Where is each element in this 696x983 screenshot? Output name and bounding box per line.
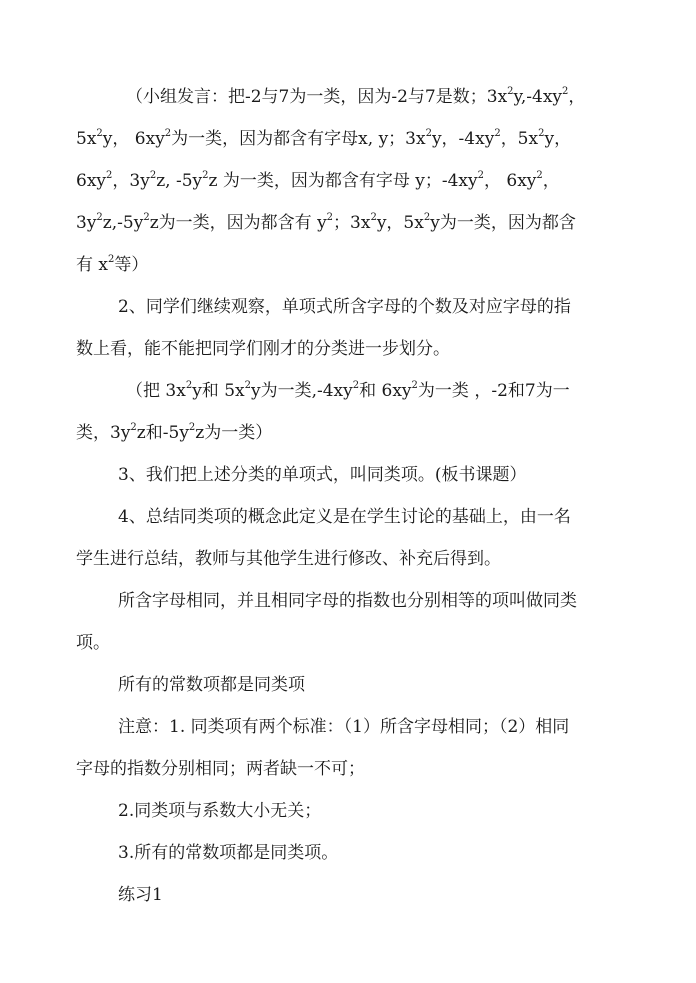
superscript: 2: [244, 380, 251, 392]
text-run: 项。: [76, 633, 110, 653]
superscript: 2: [477, 170, 484, 182]
text-run: 练习1: [118, 885, 163, 905]
paragraph-line-group-speech-4: [76, 210, 624, 236]
text-run: 为一类，因为都含有字母x, y；3x: [171, 129, 426, 149]
superscript: 2: [96, 128, 103, 140]
text-run: ，: [542, 171, 560, 191]
text-run: y， 6xy: [102, 129, 165, 149]
text-run: ， 6xy: [484, 171, 537, 191]
superscript: 2: [326, 212, 334, 224]
superscript: 2: [143, 212, 150, 224]
text-run: 和 6xy: [359, 381, 412, 401]
paragraph-line-definition-2: [76, 630, 624, 656]
superscript: 2: [411, 380, 418, 392]
text-run: ；3x: [333, 213, 371, 233]
text-run: 注意：1. 同类项有两个标准：（1）所含字母相同；（2）相同: [118, 717, 570, 737]
text-run: 类，3y: [76, 423, 131, 443]
text-run: z 为一类，因为都含有字母 y；-4xy: [208, 171, 478, 191]
text-run: z为一类，因为都含有 y: [149, 213, 327, 233]
paragraph-line-note-1: [76, 714, 624, 740]
superscript: 2: [108, 254, 115, 266]
paragraph-line-classify-2: [76, 420, 624, 446]
text-run: 2、同学们继续观察，单项式所含字母的个数及对应字母的指: [118, 297, 571, 317]
text-run: 6xy: [76, 171, 107, 191]
text-run: z为一类）: [195, 423, 273, 443]
paragraph-line-constants: [76, 672, 624, 698]
text-run: z,-5y: [102, 213, 144, 233]
text-run: 数上看，能不能把同学们刚才的分类进一步划分。: [76, 339, 450, 359]
superscript: 2: [370, 212, 377, 224]
superscript: 2: [164, 128, 172, 140]
text-run: y为一类,-4xy: [250, 381, 353, 401]
paragraph-line-summary-2: [76, 546, 624, 572]
text-run: 2.同类项与系数大小无关；: [118, 801, 322, 821]
text-run: 所有的常数项都是同类项: [118, 675, 305, 695]
paragraph-line-definition-1: [76, 588, 624, 614]
superscript: 2: [494, 128, 501, 140]
text-run: 3.所有的常数项都是同类项。: [118, 843, 339, 863]
text-run: 等）: [114, 255, 149, 275]
superscript: 2: [202, 170, 209, 182]
paragraph-line-observe-1: [76, 294, 624, 320]
superscript: 2: [536, 170, 543, 182]
paragraph-line-observe-2: [76, 336, 624, 362]
text-run: 所含字母相同，并且相同字母的指数也分别相等的项叫做同类: [118, 591, 577, 611]
text-run: ，3y: [112, 171, 150, 191]
text-run: 有 x: [76, 255, 108, 275]
superscript: 2: [96, 212, 103, 224]
text-run: 3、我们把上述分类的单项式，叫同类项。(板书课题）: [118, 465, 527, 485]
paragraph-line-note-2: [76, 756, 624, 782]
text-run: 5x: [76, 129, 97, 149]
text-run: （小组发言：把-2与7为一类，因为-2与7是数；3x: [126, 87, 508, 107]
text-run: 4、总结同类项的概念此定义是在学生讨论的基础上，由一名: [118, 507, 571, 527]
superscript: 2: [562, 86, 569, 98]
paragraph-line-note-4: [76, 840, 624, 866]
text-run: （把 3x: [126, 381, 186, 401]
superscript: 2: [185, 380, 193, 392]
paragraph-line-title: [76, 462, 624, 488]
text-run: z和-5y: [136, 423, 189, 443]
paragraph-line-note-3: [76, 798, 624, 824]
paragraph-line-summary-1: [76, 504, 624, 530]
superscript: 2: [106, 170, 113, 182]
text-run: y，-4xy: [431, 129, 495, 149]
paragraph-line-group-speech-2: [76, 126, 624, 152]
text-run: 字母的指数分别相同；两者缺一不可；: [76, 759, 365, 779]
superscript: 2: [425, 128, 432, 140]
text-run: 学生进行总结，教师与其他学生进行修改、补充后得到。: [76, 549, 501, 569]
superscript: 2: [188, 422, 196, 434]
superscript: 2: [423, 212, 431, 224]
paragraph-line-group-speech-3: [76, 168, 624, 194]
paragraph-line-classify-1: [76, 378, 624, 404]
text-run: ，5x: [500, 129, 539, 149]
text-run: y，: [544, 129, 572, 149]
text-run: 3y: [76, 213, 97, 233]
text-run: z, -5y: [156, 171, 203, 191]
superscript: 2: [538, 128, 545, 140]
superscript: 2: [352, 380, 360, 392]
text-run: y和 5x: [192, 381, 245, 401]
superscript: 2: [130, 422, 137, 434]
superscript: 2: [149, 170, 157, 182]
text-run: y,-4xy: [513, 87, 563, 107]
text-run: 为一类 ，-2和7为一: [417, 381, 570, 401]
text-run: y为一类，因为都含: [430, 213, 576, 233]
text-run: y，5x: [376, 213, 424, 233]
superscript: 2: [507, 86, 514, 98]
text-run: ，: [568, 87, 586, 107]
paragraph-line-exercise: [76, 882, 624, 908]
paragraph-line-group-speech-1: [76, 84, 624, 110]
paragraph-line-group-speech-5: [76, 252, 624, 278]
